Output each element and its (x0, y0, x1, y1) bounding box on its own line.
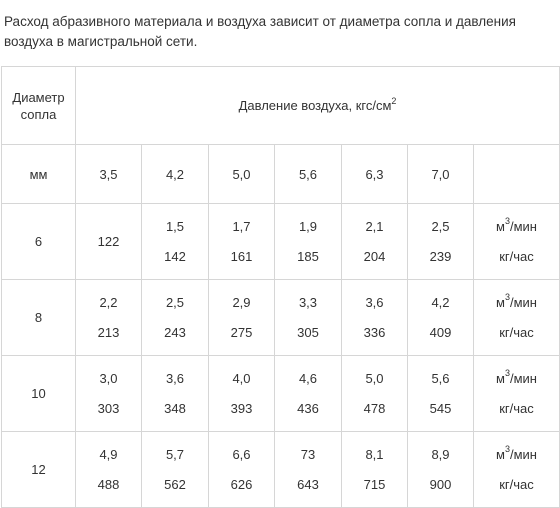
abrasive-value: 626 (230, 476, 253, 492)
diameter-cell: 12 (2, 432, 76, 508)
abrasive-value: 305 (297, 324, 319, 340)
value-cell (408, 204, 474, 280)
value-cell (342, 356, 408, 432)
table-row (2, 432, 560, 508)
abrasive-value: 715 (363, 476, 386, 492)
air-value: 3,6 (365, 294, 384, 310)
air-value: 1,5 (165, 218, 185, 234)
value-cell (342, 280, 408, 356)
units-row (2, 145, 560, 204)
units-mm-cell: мм (2, 145, 76, 204)
unit-abrasive: кг/час (499, 476, 534, 492)
air-value: 2,1 (365, 218, 384, 234)
abrasive-value: 161 (230, 248, 253, 264)
air-value: 8,1 (365, 446, 384, 462)
abrasive-value: 142 (164, 248, 186, 264)
table-row (2, 204, 560, 280)
air-value: 4,2 (431, 294, 450, 310)
air-value: 5,6 (431, 370, 450, 386)
value-cell (76, 432, 142, 508)
value-cell (275, 356, 342, 432)
value-cell (408, 280, 474, 356)
abrasive-value: 213 (97, 324, 120, 340)
abrasive-value: 303 (97, 400, 120, 416)
pressure-cell: 6,3 (342, 145, 408, 204)
abrasive-value: 409 (429, 324, 452, 340)
value-cell (142, 432, 209, 508)
value-cell (342, 432, 408, 508)
abrasive-value: 239 (429, 248, 452, 264)
abrasive-value: 545 (429, 400, 452, 416)
table-row (2, 356, 560, 432)
air-value: 4,9 (99, 446, 118, 462)
abrasive-value: 275 (230, 324, 253, 340)
air-value: 4,0 (232, 370, 251, 386)
nozzle-consumption-table (1, 66, 560, 508)
units-empty-cell (474, 145, 560, 204)
air-value: 2,2 (99, 294, 118, 310)
abrasive-value: 243 (164, 324, 186, 340)
pressure-cell: 5,6 (275, 145, 342, 204)
unit-cell (474, 280, 560, 356)
value-cell (76, 280, 142, 356)
unit-air: $м^3$/мин (496, 216, 537, 234)
unit-air: $м^3$/мин (496, 368, 537, 386)
abrasive-value: 122 (97, 234, 120, 249)
air-value: 4,6 (298, 370, 318, 386)
value-cell (275, 432, 342, 508)
abrasive-value: 478 (363, 400, 386, 416)
value-cell (209, 432, 275, 508)
pressure-cell: 7,0 (408, 145, 474, 204)
unit-cell (474, 204, 560, 280)
pressure-cell: 4,2 (142, 145, 209, 204)
air-value: 2,5 (431, 218, 450, 234)
intro-paragraph: Расход абразивного материала и воздуха зависит от диаметра сопла и давления воздуха в магистральной сети. (4, 14, 516, 49)
air-value: 1,9 (298, 218, 318, 234)
value-cell (209, 356, 275, 432)
table-row (2, 280, 560, 356)
diameter-cell: 10 (2, 356, 76, 432)
abrasive-value: 900 (429, 476, 452, 492)
abrasive-value: 393 (230, 400, 253, 416)
unit-cell (474, 432, 560, 508)
air-value: 2,9 (232, 294, 251, 310)
abrasive-value: 204 (363, 248, 386, 264)
value-cell (142, 204, 209, 280)
air-value: 5,7 (165, 446, 185, 462)
value-cell (209, 280, 275, 356)
abrasive-value: 562 (164, 476, 186, 492)
air-value: 5,0 (365, 370, 384, 386)
abrasive-value: 348 (164, 400, 186, 416)
unit-air: $м^3$/мин (496, 444, 537, 462)
abrasive-value: 336 (363, 324, 386, 340)
value-cell (76, 356, 142, 432)
air-value: 73 (300, 446, 316, 462)
value-cell (408, 432, 474, 508)
abrasive-value: 185 (297, 248, 319, 264)
unit-abrasive: кг/час (499, 248, 534, 264)
air-value: 2,5 (165, 294, 185, 310)
value-cell (142, 356, 209, 432)
value-cell (408, 356, 474, 432)
value-cell (275, 204, 342, 280)
pressure-header-cell (76, 67, 560, 145)
abrasive-value: 488 (97, 476, 120, 492)
pressure-cell: 5,0 (209, 145, 275, 204)
value-cell (76, 204, 142, 280)
value-cell (342, 204, 408, 280)
unit-abrasive: кг/час (499, 400, 534, 416)
diameter-cell: 8 (2, 280, 76, 356)
air-value: 3,6 (165, 370, 185, 386)
diameter-header-line1: Диаметр (12, 89, 65, 105)
air-value: 3,0 (99, 370, 118, 386)
pressure-cell: 3,5 (76, 145, 142, 204)
diameter-header-cell (2, 67, 76, 145)
air-value: 8,9 (431, 446, 450, 462)
air-value: 1,7 (232, 218, 251, 234)
value-cell (209, 204, 275, 280)
value-cell (142, 280, 209, 356)
abrasive-value: 643 (297, 476, 319, 492)
unit-abrasive: кг/час (499, 324, 534, 340)
header-row (2, 67, 560, 145)
pressure-header-label: Давление воздуха, кгс/см (238, 98, 392, 113)
air-value: 6,6 (232, 446, 251, 462)
abrasive-value: 436 (297, 400, 319, 416)
pressure-header-sup: 2 (391, 95, 397, 106)
unit-cell (474, 356, 560, 432)
air-value: 3,3 (298, 294, 318, 310)
diameter-header-line2: сопла (20, 106, 57, 122)
diameter-cell: 6 (2, 204, 76, 280)
value-cell (275, 280, 342, 356)
unit-air: $м^3$/мин (496, 292, 537, 310)
